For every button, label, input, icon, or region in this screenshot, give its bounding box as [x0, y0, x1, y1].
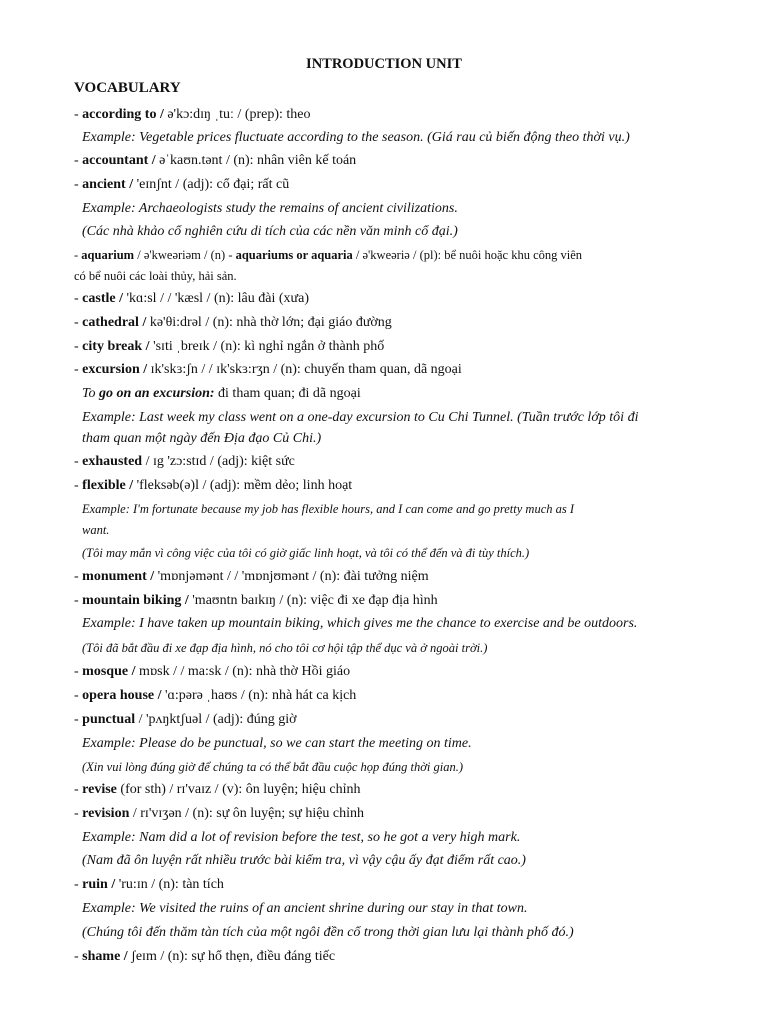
entry-term: monument / — [82, 569, 155, 584]
entry-dash: - — [74, 177, 83, 192]
entry-definition: / ɪg 'zɔ:stɪd / (adj): kiệt sức — [142, 454, 295, 469]
example-translation: (Tôi may mắn vì công việc của tôi có giờ giấc linh hoạt, và tôi có thể đến và đi tùy thích.) — [82, 546, 530, 560]
vocab-entry — [74, 568, 724, 586]
entry-dash: - — [74, 664, 83, 679]
entry-term: mountain biking / — [82, 593, 189, 608]
entry-term: mosque / — [82, 664, 136, 679]
vocab-entry — [74, 453, 724, 471]
entry-dash: - — [74, 291, 83, 306]
phrase-term: go on an excursion: — [99, 386, 215, 401]
example-translation: (Nam đã ôn luyện rất nhiều trước bài kiểm tra, vì vậy cậu ấy đạt điểm rất cao.) — [82, 853, 526, 868]
vocab-entry — [74, 687, 724, 705]
vocab-entry — [74, 592, 724, 610]
entry-definition: ɪk'skɜ:ʃn / / ɪk'skɜ:rʒn / (n): chuyến tham quan, dã ngoại — [147, 362, 462, 377]
entry-dash: - — [74, 248, 82, 262]
entry-term: punctual — [82, 712, 136, 727]
phrase-prefix: To — [82, 386, 100, 401]
entry-term: city break / — [82, 339, 150, 354]
vocab-entry — [74, 711, 724, 729]
entry-definition: 'fleksəb(ə)l / (adj): mềm dẻo; linh hoạt — [133, 478, 353, 493]
entry-definition: 'ɑ:pərə ˌhaʊs / (n): nhà hát ca kịch — [161, 688, 357, 703]
entry-definition: / ə'kweəriəm / (n) - — [134, 248, 236, 262]
entry-term: according to / — [82, 107, 164, 122]
example-sentence: Example: Last week my class went on a one-day excursion to Cu Chi Tunnel. (Tuần trước lớp tôi đi — [82, 410, 639, 425]
entry-dash: - — [74, 315, 83, 330]
entry-definition: / rɪ'vɪʒən / (n): sự ôn luyện; sự hiệu chỉnh — [129, 806, 365, 821]
entry-definition: 'maʊntn baɪkɪŋ / (n): việc đi xe đạp địa hình — [188, 593, 438, 608]
example-sentence: Example: Vegetable prices fluctuate according to the season. (Giá rau củ biến động theo thời vụ.) — [82, 130, 630, 145]
entry-term: ruin / — [82, 877, 116, 892]
example-translation: (Xin vui lòng đúng giờ để chúng ta có thể bắt đầu cuộc họp đúng thời gian.) — [82, 760, 463, 774]
entry-dash: - — [74, 454, 83, 469]
example-sentence: Example: Nam did a lot of revision before the test, so he got a very high mark. — [82, 830, 521, 845]
entry-dash: - — [74, 949, 83, 964]
example-sentence: tham quan một ngày đến Địa đạo Củ Chi.) — [82, 431, 322, 446]
entry-dash: - — [74, 153, 83, 168]
phrase-entry — [82, 385, 732, 403]
vocab-entry — [74, 361, 724, 379]
vocab-entry — [74, 314, 724, 332]
entry-term: revision — [82, 806, 130, 821]
vocab-entry — [74, 805, 724, 823]
entry-definition: kə'θi:drəl / (n): nhà thờ lớn; đại giáo đường — [146, 315, 392, 330]
entry-term: opera house / — [82, 688, 162, 703]
vocab-entry — [74, 477, 724, 495]
page-title: INTRODUCTION UNIT — [306, 56, 462, 72]
vocab-entry — [74, 176, 724, 194]
entry-definition: 'mɒnjəmənt / / 'mɒnjʊmənt / (n): đài tưởng niệm — [154, 569, 429, 584]
vocab-entry — [74, 152, 724, 170]
entry-term: accountant / — [82, 153, 156, 168]
entry-dash: - — [74, 782, 83, 797]
entry-dash: - — [74, 593, 83, 608]
entry-definition: (for sth) / rɪ'vaɪz / (v): ôn luyện; hiệu chỉnh — [116, 782, 361, 797]
entry-definition: 'kɑ:sl / / 'kæsl / (n): lâu đài (xưa) — [123, 291, 309, 306]
example-sentence: want. — [82, 523, 110, 537]
example-translation: (Tôi đã bắt đầu đi xe đạp địa hình, nó cho tôi cơ hội tập thể dục và ở ngoài trời.) — [82, 641, 488, 655]
entry-dash: - — [74, 478, 83, 493]
entry-dash: - — [74, 877, 83, 892]
vocab-entry — [74, 663, 724, 681]
vocab-entry — [74, 948, 724, 966]
entry-term: shame / — [82, 949, 128, 964]
entry-definition: ʃeɪm / (n): sự hổ thẹn, điều đáng tiếc — [127, 949, 336, 964]
entry-dash: - — [74, 569, 83, 584]
entry-dash: - — [74, 362, 83, 377]
entry-dash: - — [74, 107, 83, 122]
entry-definition: 'sɪti ˌbreɪk / (n): kì nghỉ ngắn ở thành phố — [149, 339, 385, 354]
entry-definition: 'eɪnʃnt / (adj): cổ đại; rất cũ — [133, 177, 290, 192]
entry-term: exhausted — [82, 454, 143, 469]
entry-term: excursion / — [82, 362, 148, 377]
entry-term: castle / — [82, 291, 123, 306]
example-translation: (Chúng tôi đến thăm tàn tích của một ngôi đền cổ trong thời gian lưu lại thành phố đó.) — [82, 925, 574, 940]
phrase-definition: đi tham quan; đi dã ngoại — [214, 386, 361, 401]
entry-term: ancient / — [82, 177, 134, 192]
entry-term: flexible / — [82, 478, 134, 493]
example-translation: (Các nhà khảo cổ nghiên cứu di tích của các nền văn minh cổ đại.) — [82, 224, 458, 239]
vocab-entry — [74, 106, 724, 124]
section-heading: VOCABULARY — [74, 80, 181, 96]
example-sentence: Example: Please do be punctual, so we can start the meeting on time. — [82, 736, 472, 751]
entry-definition: mɒsk / / ma:sk / (n): nhà thờ Hồi giáo — [135, 664, 351, 679]
vocab-entry — [74, 338, 724, 356]
entry-term: revise — [82, 782, 117, 797]
entry-definition: əˈkaʊn.tənt / (n): nhân viên kế toán — [155, 153, 357, 168]
example-sentence: Example: I have taken up mountain biking, which gives me the chance to exercise and be outdoors. — [82, 616, 638, 631]
entry-term: cathedral / — [82, 315, 147, 330]
entry-continuation: có bể nuôi các loài thủy, hải sản. — [74, 269, 237, 283]
vocab-entry — [74, 290, 724, 308]
entry-dash: - — [74, 688, 83, 703]
entry-dash: - — [74, 339, 83, 354]
entry-term: aquarium — [81, 248, 135, 262]
vocab-entry — [74, 246, 724, 264]
example-sentence: Example: We visited the ruins of an ancient shrine during our stay in that town. — [82, 901, 528, 916]
example-sentence: Example: Archaeologists study the remains of ancient civilizations. — [82, 201, 458, 216]
entry-definition: / ə'kweəriə / (pl): bể nuôi hoặc khu công viên — [352, 248, 583, 262]
entry-dash: - — [74, 712, 83, 727]
entry-definition: / 'pʌŋktʃuəl / (adj): đúng giờ — [135, 712, 297, 727]
entry-definition: ə'kɔ:dɪŋ ˌtuː / (prep): theo — [163, 107, 311, 122]
vocab-entry — [74, 876, 724, 894]
entry-plural-term: aquariums or aquaria — [235, 248, 353, 262]
example-sentence: Example: I'm fortunate because my job has flexible hours, and I can come and go pretty much as I — [82, 502, 575, 516]
entry-dash: - — [74, 806, 83, 821]
vocab-entry — [74, 781, 724, 799]
entry-definition: 'ru:ɪn / (n): tàn tích — [115, 877, 224, 892]
